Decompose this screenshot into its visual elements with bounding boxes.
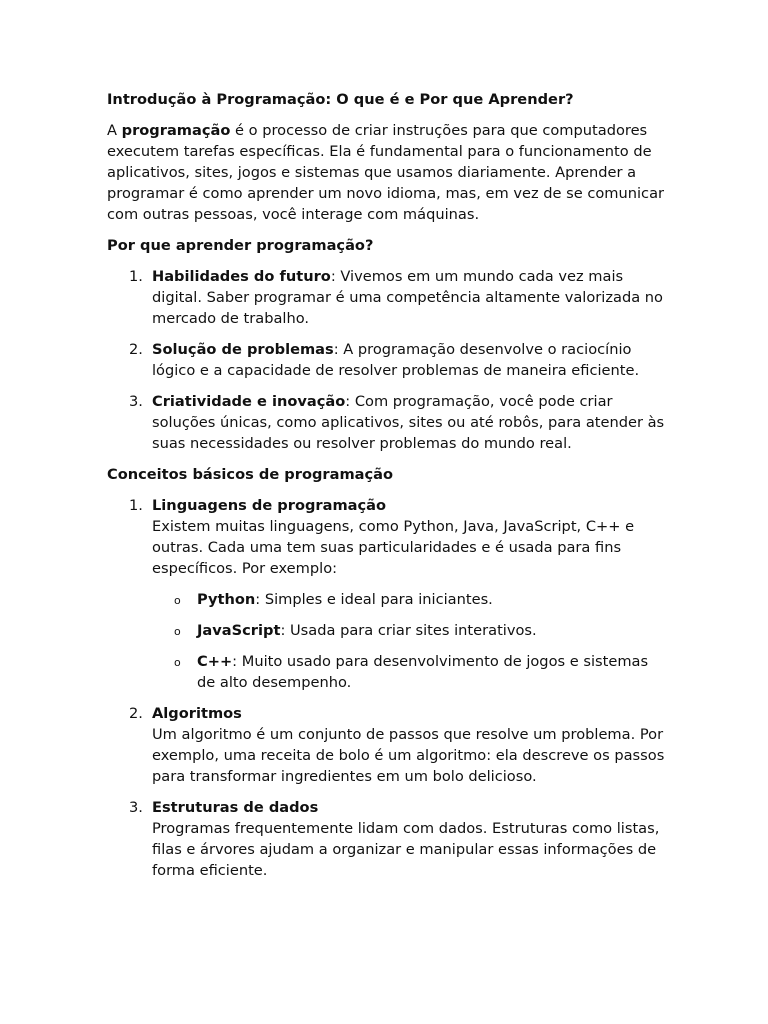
list-number: 1.	[129, 497, 143, 514]
list-number: 2.	[129, 341, 143, 358]
language-name: C++	[197, 653, 233, 670]
language-name: JavaScript	[197, 622, 281, 639]
why-item-title: Habilidades do futuro	[152, 268, 331, 285]
why-item-text: : Com programação, você pode criar soluções únicas, como aplicativos, sites ou até robôs, para atender às suas necessidades ou resolver problemas do mundo real.	[152, 393, 665, 452]
why-item	[107, 266, 667, 329]
concept-item	[107, 495, 667, 693]
intro-bold-term: programação	[121, 122, 231, 139]
why-list	[107, 266, 667, 454]
intro-paragraph	[107, 120, 667, 225]
why-item-text: : A programação desenvolve o raciocínio lógico e a capacidade de resolver problemas de maneira eficiente.	[152, 341, 640, 379]
language-desc: : Usada para criar sites interativos.	[280, 622, 537, 639]
why-item-text: : Vivemos em um mundo cada vez mais digital. Saber programar é uma competência altamente valorizada no mercado de trabalho.	[152, 268, 663, 327]
why-item-title: Criatividade e inovação	[152, 393, 346, 410]
list-number: 1.	[129, 268, 143, 285]
language-list	[152, 589, 667, 693]
language-desc: : Simples e ideal para iniciantes.	[255, 591, 493, 608]
language-item	[152, 589, 667, 610]
concept-item	[107, 703, 667, 787]
language-name: Python	[197, 591, 256, 608]
concept-text: Um algoritmo é um conjunto de passos que resolve um problema. Por exemplo, uma receita de bolo é um algoritmo: ela descreve os passos para transformar ingredientes em um bolo delicioso.	[152, 726, 665, 785]
concept-text: Programas frequentemente lidam com dados. Estruturas como listas, filas e árvores ajudam a organizar e manipular essas informações de forma eficiente.	[152, 820, 660, 879]
document-page	[107, 89, 667, 881]
list-number: 2.	[129, 705, 143, 722]
concept-text: Existem muitas linguagens, como Python, Java, JavaScript, C++ e outras. Cada uma tem suas particularidades e é usada para fins específicos. Por exemplo:	[152, 518, 635, 577]
concept-title: Estruturas de dados	[152, 799, 319, 816]
hollow-bullet-icon: o	[174, 594, 181, 607]
why-heading: Por que aprender programação?	[107, 237, 374, 254]
list-number: 3.	[129, 393, 143, 410]
concepts-list	[107, 495, 667, 881]
concept-title: Algoritmos	[152, 705, 242, 722]
concept-title: Linguagens de programação	[152, 497, 387, 514]
concept-item	[107, 797, 667, 881]
intro-text: é o processo de criar instruções para que computadores executem tarefas específicas. Ela é fundamental para o funcionamento de aplicativos, sites, jogos e sistemas que usamos diariamente. Aprender a programar é como aprender um novo idioma, mas, em vez de se comunicar com outras pessoas, você interage com máquinas.	[107, 122, 665, 223]
concepts-heading: Conceitos básicos de programação	[107, 466, 394, 483]
hollow-bullet-icon: o	[174, 656, 181, 669]
document-title: Introdução à Programação: O que é e Por que Aprender?	[107, 91, 574, 108]
list-number: 3.	[129, 799, 143, 816]
why-item-title: Solução de problemas	[152, 341, 334, 358]
why-item	[107, 391, 667, 454]
intro-prefix: A	[107, 122, 122, 139]
language-item	[152, 651, 667, 693]
why-item	[107, 339, 667, 381]
language-desc: : Muito usado para desenvolvimento de jogos e sistemas de alto desempenho.	[197, 653, 649, 691]
language-item	[152, 620, 667, 641]
hollow-bullet-icon: o	[174, 625, 181, 638]
